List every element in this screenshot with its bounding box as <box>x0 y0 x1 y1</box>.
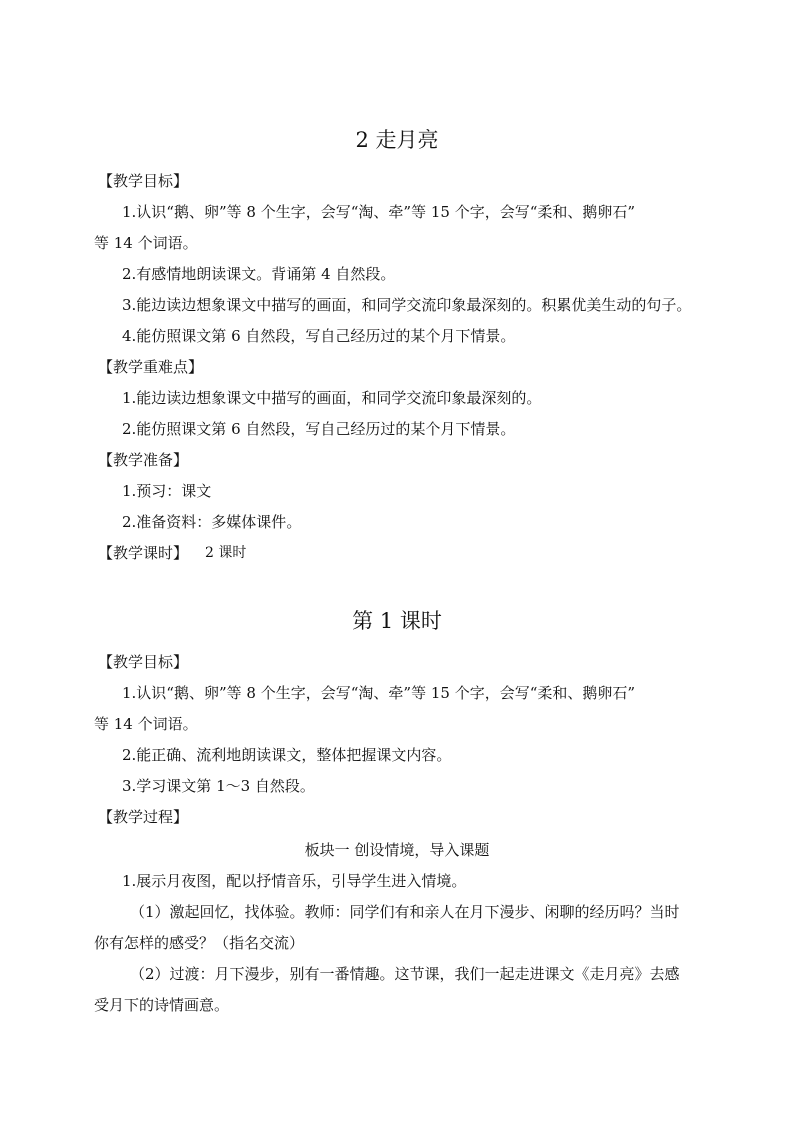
prep-item-1: 1.预习：课文 <box>122 482 212 500</box>
process-line-3-cont: 受月下的诗情画意。 <box>94 996 230 1014</box>
hours-heading: 【教学课时】 <box>98 544 189 562</box>
key-point-2: 2.能仿照课文第 6 自然段，写自己经历过的某个月下情景。 <box>122 420 516 438</box>
goal-line-3: 3.能边读边想象课文中描写的画面，和同学交流印象最深刻的。积累优美生动的句子。 <box>122 296 692 314</box>
key-points-heading: 【教学重难点】 <box>98 358 204 376</box>
goal-line-4: 4.能仿照课文第 6 自然段，写自己经历过的某个月下情景。 <box>122 327 516 345</box>
period-goal-line-2: 2.能正确、流利地朗读课文，整体把握课文内容。 <box>122 746 452 764</box>
prep-heading: 【教学准备】 <box>98 451 189 469</box>
period-goals-heading: 【教学目标】 <box>98 653 189 671</box>
period-goal-line-1-cont: 等 14 个词语。 <box>94 715 198 733</box>
process-heading: 【教学过程】 <box>98 808 189 826</box>
goal-line-2: 2.有感情地朗读课文。背诵第 4 自然段。 <box>122 265 396 283</box>
period-goal-line-3: 3.学习课文第 1～3 自然段。 <box>122 777 315 795</box>
key-point-1: 1.能边读边想象课文中描写的画面，和同学交流印象最深刻的。 <box>122 389 542 407</box>
goal-line-1-cont: 等 14 个词语。 <box>94 234 198 252</box>
goals-heading: 【教学目标】 <box>98 172 189 190</box>
period-title: 第 1 课时 <box>352 609 442 633</box>
period-goal-line-1: 1.认识“鹅、卵”等 8 个生字，会写“淘、牵”等 15 个字，会写“柔和、鹅卵石” <box>122 684 636 702</box>
process-line-2-cont: 你有怎样的感受？（指名交流） <box>94 934 305 952</box>
lesson-title: 2 走月亮 <box>355 128 439 152</box>
process-line-3: （2）过渡：月下漫步，别有一番情趣。这节课，我们一起走进课文《走月亮》去感 <box>130 965 680 983</box>
process-line-2: （1）激起回忆，找体验。教师：同学们有和亲人在月下漫步、闲聊的经历吗？当时 <box>130 903 680 921</box>
goal-line-1: 1.认识“鹅、卵”等 8 个生字，会写“淘、牵”等 15 个字，会写“柔和、鹅卵石” <box>122 203 636 221</box>
prep-item-2: 2.准备资料：多媒体课件。 <box>122 513 302 531</box>
process-line-1: 1.展示月夜图，配以抒情音乐，引导学生进入情境。 <box>122 872 467 890</box>
block-one-title: 板块一 创设情境，导入课题 <box>304 841 490 859</box>
hours-value: 2 课时 <box>205 545 247 561</box>
